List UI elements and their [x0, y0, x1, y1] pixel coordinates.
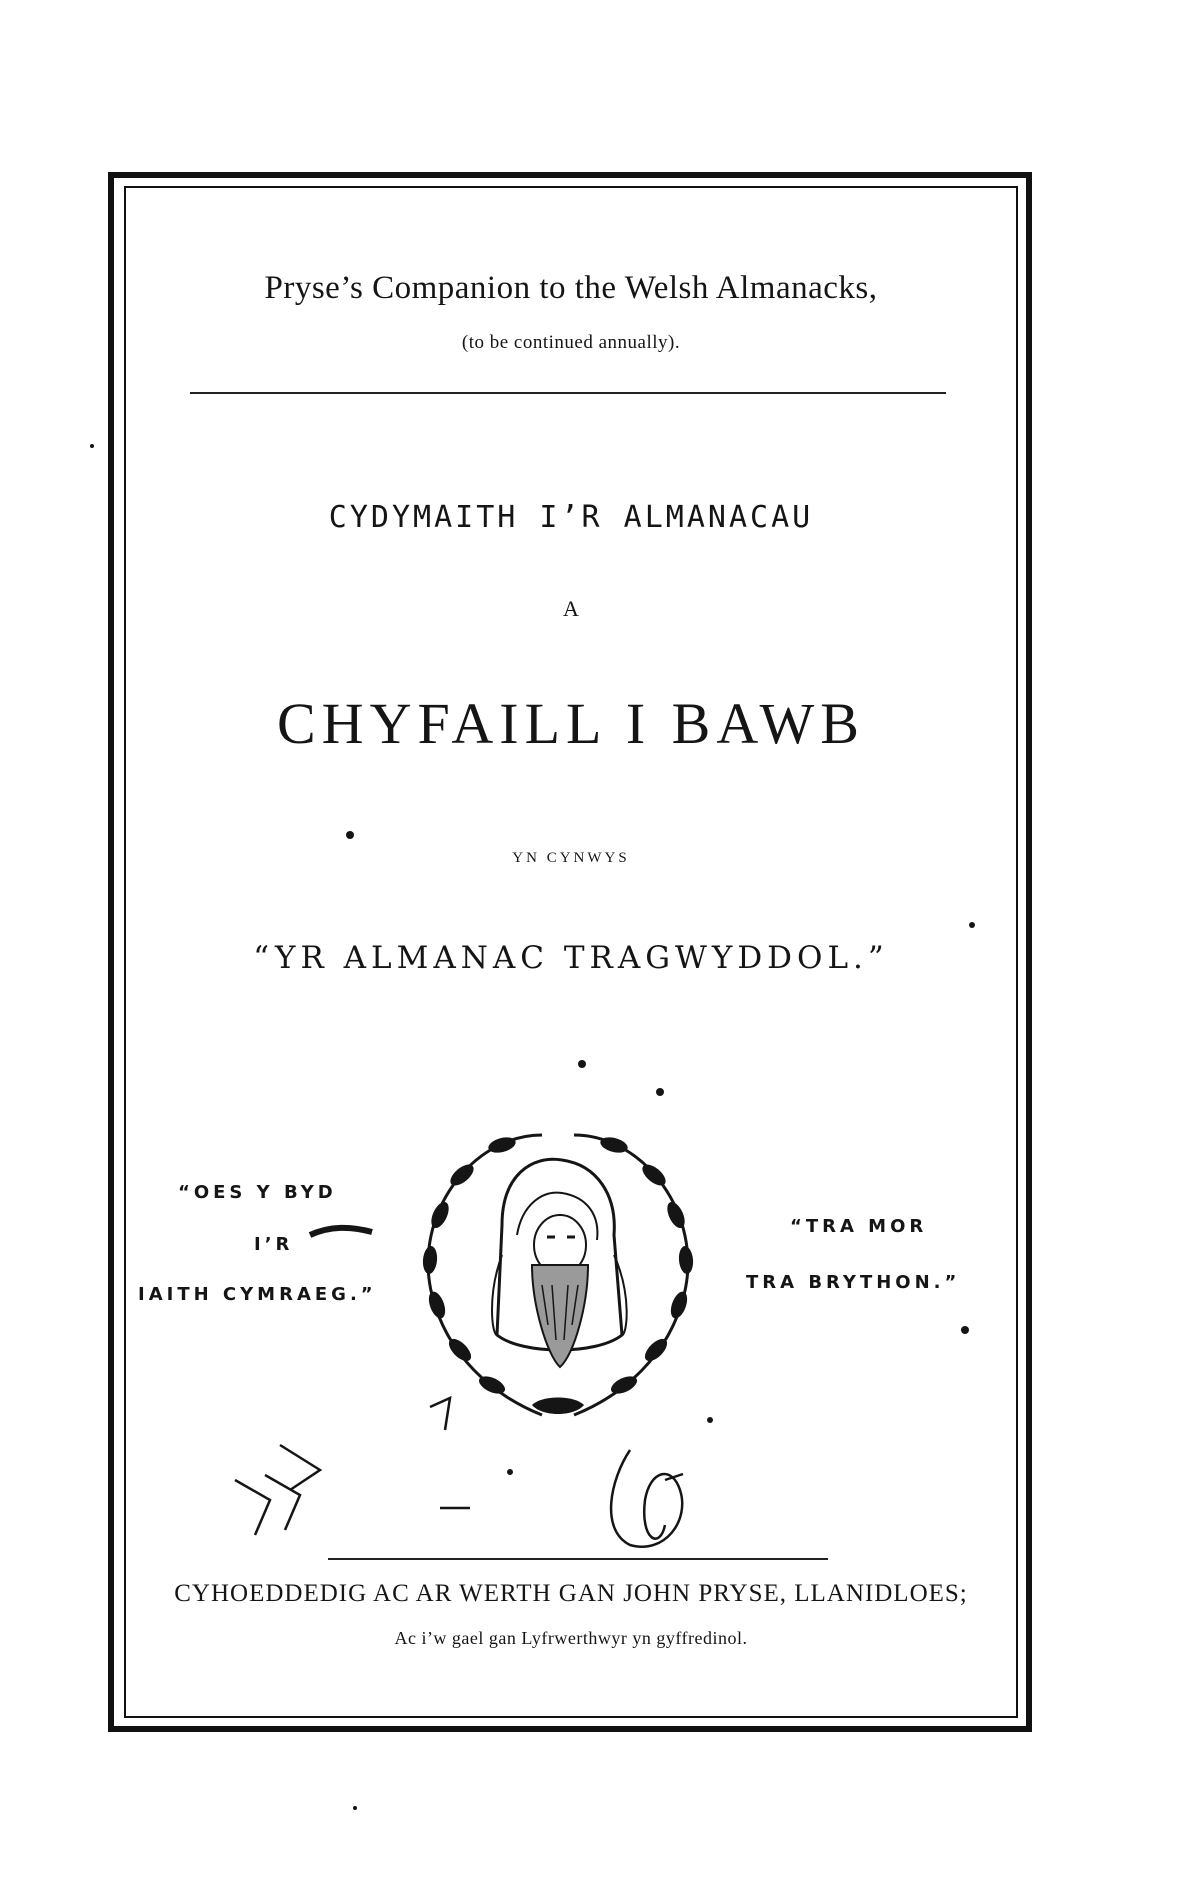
contains-label: YN CYNWYS: [512, 850, 630, 866]
sold-by-line: Ac i’w gael gan Lyfrwerthwyr yn gyffredinol.: [394, 1628, 748, 1648]
bard-portrait-icon: [392, 1105, 724, 1423]
welsh-heading: CYDYMAITH I’R ALMANACAU: [328, 500, 814, 535]
almanac-title: “YR ALMANAC TRAGWYDDOL.”: [253, 940, 889, 976]
motto-left-line3: IAITH CYMRAEG.”: [138, 1284, 377, 1305]
top-divider: [190, 392, 946, 394]
companion-title: Pryse’s Companion to the Welsh Almanacks,: [264, 270, 878, 306]
motto-left-line2: I’R: [254, 1234, 294, 1255]
conjunction: A: [563, 596, 579, 621]
motto-left-line1: “OES Y BYD: [178, 1182, 337, 1203]
motto-right-line1: “TRA MOR: [790, 1216, 928, 1237]
motto-right-line2: TRA BRYTHON.”: [746, 1272, 961, 1293]
main-title: CHYFAILL I BAWB: [277, 691, 865, 756]
bottom-divider: [328, 1558, 828, 1560]
publisher-line: CYHOEDDEDIG AC AR WERTH GAN JOHN PRYSE, LLANIDLOES;: [174, 1580, 968, 1607]
continued-note: (to be continued annually).: [461, 332, 681, 353]
